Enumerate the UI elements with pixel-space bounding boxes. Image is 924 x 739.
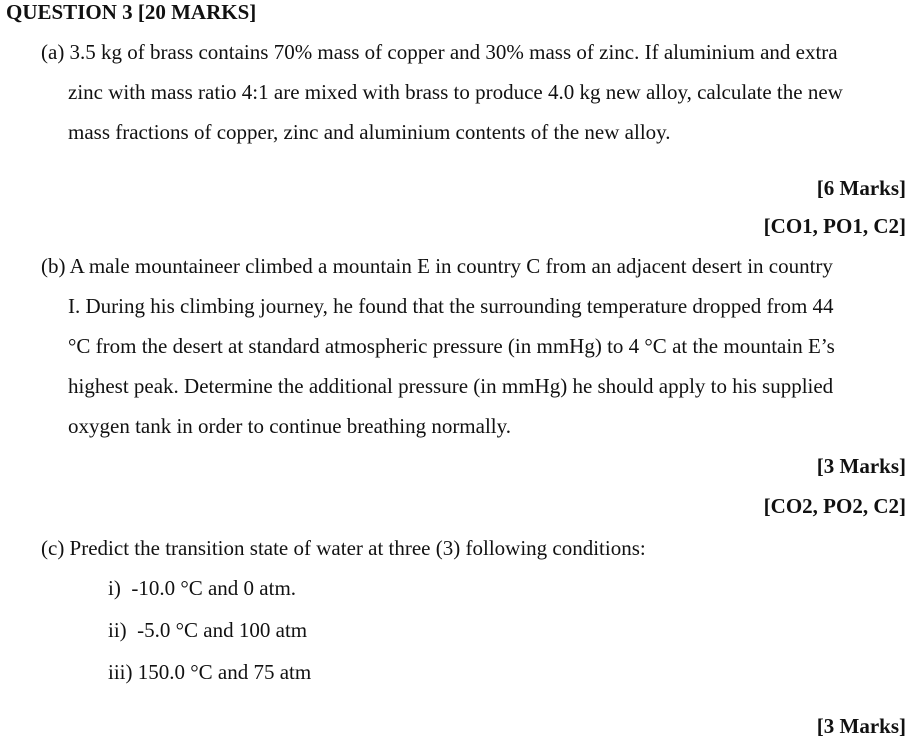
part-c-item-1: i) -10.0 °C and 0 atm. [108,576,297,600]
part-a-line-1: (a) 3.5 kg of brass contains 70% mass of copper and 30% mass of zinc. If aluminium and extra [41,40,838,64]
part-b-line-2: I. During his climbing journey, he found that the surrounding temperature dropped from 44 [68,294,834,318]
part-a-marks: [6 Marks] [816,176,906,200]
part-c-item-2: ii) -5.0 °C and 100 atm [108,618,308,642]
part-b-marks: [3 Marks] [816,454,906,478]
part-b-line-1: (b) A male mountaineer climbed a mountain E in country C from an adjacent desert in country [41,254,833,278]
part-a-outcomes: [CO1, PO1, C2] [763,214,906,238]
part-b-outcomes: [CO2, PO2, C2] [763,494,906,518]
part-c-marks: [3 Marks] [816,714,906,738]
question-title: QUESTION 3 [20 MARKS] [6,0,257,24]
part-a-line-2: zinc with mass ratio 4:1 are mixed with brass to produce 4.0 kg new alloy, calculate the new [68,80,843,104]
part-b-line-3: °C from the desert at standard atmospheric pressure (in mmHg) to 4 °C at the mountain E’s [68,334,835,358]
part-b-line-5: oxygen tank in order to continue breathing normally. [68,414,512,438]
part-b-line-4: highest peak. Determine the additional pressure (in mmHg) he should apply to his supplied [68,374,834,398]
part-a-line-3: mass fractions of copper, zinc and aluminium contents of the new alloy. [68,120,671,144]
part-c-item-3: iii) 150.0 °C and 75 atm [108,660,312,684]
part-c-intro: (c) Predict the transition state of water at three (3) following conditions: [41,536,646,560]
